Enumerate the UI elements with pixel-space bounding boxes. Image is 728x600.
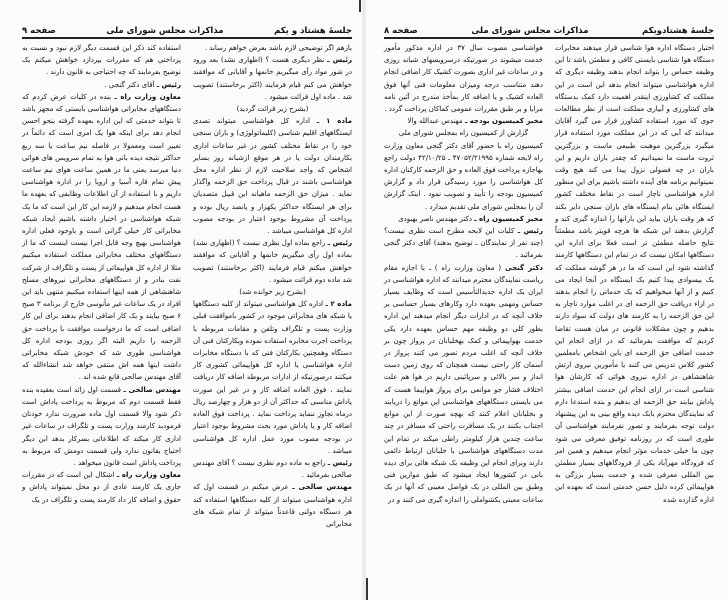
speaker-paragraph [22, 79, 181, 91]
text-column-right [555, 42, 714, 506]
text-columns [22, 42, 352, 530]
speaker-paragraph [22, 384, 181, 469]
speaker-name: رئیس ـ [327, 239, 352, 248]
page-9 [0, 0, 362, 600]
paragraph-text: (بشرح زیر قرائت گردید) [236, 105, 309, 114]
speaker-paragraph [193, 481, 352, 530]
page-number: صفحه ۹ [22, 26, 56, 36]
page-header [22, 22, 352, 36]
speaker-name: رئیس ـ [156, 80, 181, 89]
speaker-name: رئیس ـ [327, 56, 352, 65]
speaker-paragraph [384, 225, 543, 262]
header-divider [22, 37, 352, 39]
speaker-paragraph [384, 213, 543, 225]
paragraph-text: اشکال این است که در مقررات جاری یک کارمند عادی از دو محل نمیتواند پاداش و حقوق و اضافه کار داد کارمند پست و تلگراف در یک [22, 471, 181, 504]
paragraph-text: (بشرح زیر خوانده شد) [239, 288, 306, 297]
paragraph-text: بنده در کلیات عرض کردم که دستگاههای مخابراتی هواشناسی بایستی که مجهز باشد تا بتواند خدمتی که این اداره بعهده گرفته بنحو احسن انجام دهد برای اینکه هوا یک امری است که دائماً در تغییر است ومعمولا در فاصله نیم ساعت یا سه ربع حداکثر نتیجه دیده بانی هوا به تمام سرویس های هوائی دنیا میرسد یعنی ما در همین ساعت هوای نیم ساعت پیش تمام قاره آسیا و اروپا را در اداره هواشناسی داریم و با استفاده از آن اطلاعات وظایفی که بعهده ما هست انجام میدهیم و لازمه این کار این است که ما یک شبکه هواشناسی در اختیار داشته باشیم ایجاد شبکه مخابراتی کار خیلی گرانی است و باوجود فعلی اداره هواشناسی بهیچ وجه قابل اجرا نیست اینست که ما از دستگاههای مختلف مخابراتی مملکت استفاده میکنیم مثلا از اداره کل هواپیمائی از پست و تلگراف از شرکت نفت بنادر و از دستگاههای مخابراتی نیروهای مسلح شاهنشاهی از همه اینها استفاده میکنیم منتهی باید این افراد در یک ساعات غیر مأنوسی خارج از برنامه ۳ صبح ۶ صبح بیایند و یک کار اضافی انجام بدهند برای این کار اضافی است که ما درخواست موافقت با پرداخت حق الزحمه را داریم البته اگر روزی بودجه اداره کل هواشناسی طوری شد که خودش شبکه مخابراتی داشت اینها همه اش منتفی خواهد شد انشاءالله که آقای مهندس صالحی قانع شده اند . [22, 92, 181, 382]
speaker-paragraph [22, 469, 181, 506]
text-column-left [22, 42, 181, 530]
body-paragraph [384, 140, 543, 213]
paragraph-text: هواشناسی مصوب سال ۳۷ در اداره مذکور مأمور خدمت میشوند در صورتیکه درسرویسهای شبانه روزی و در ساعات غیر اداری بصورت کشیک کار اضافی انجام دهند متناسب درجه ومیزان معلومات فنی آنها فوق العاده کشیک و یا اضافه کار بمأخذ مندرج در آئین نامه مزایا و بر طبق مقررات عمومی کماکان پرداخت گردد . [384, 44, 543, 114]
speaker-name: ماده ۲ ـ [325, 300, 352, 309]
speaker-paragraph [22, 91, 181, 384]
paragraph-text: آقای دکتر گنجی . [104, 80, 155, 89]
paragraph-text: بازهم اگر توضیحی لازم باشد بعرض خواهم رساند . [204, 44, 352, 52]
speaker-paragraph [193, 237, 352, 286]
text-column-left [384, 42, 543, 506]
paragraph-text: نظر دیگری هست ؟ (اظهاری نشد) بعد ورود در شور مواد رأی میگیریم خانمها و آقایانی که موافقند خواهش می کنم قیام فرمایند (اکثر برخاستند) تصویب شد . ماده اول قرائت میشود . [193, 56, 352, 101]
paragraph-text: کلیات این لایحه مطرح است نظری نیست؟ (چند نفر از نمایندگان ـ توضیح بدهند) آقای دکتر گنجی بفرمائید . [384, 227, 543, 260]
page-number: صفحه ۸ [384, 26, 418, 36]
body-paragraph [22, 42, 181, 79]
stage-direction [384, 127, 543, 139]
publication-title: مذاکرات مجلس شورای ملی [471, 26, 589, 36]
paragraph-text: اختیار دستگاه اداره هوا شناسی قرار میدهند مخابرات دستگاه هوا شناسی بایستی کافی و مطمئن باشد تا این وظیفه حساس را بتواند انجام بدهند وظیفه دیگری که اداره هواشناسی میتواند انجام بدهد این است در این مملکت که کشاورزی اینقدر اهمیت دارد کمک بدستگاه های کشاورزی و آبیاری مملکت است از نظر مطالعات جوی که مورد استفاده کشاورز قرار می گیرد آقایان میدانند که آبی که در این مملکت مورد استفاده قرار میگیرد بزرگترین موهبت طبیعی ماست و بزرگترین ثروت ماست ما نمیدانیم که چقدر باران داریم و این باران در چه فصولی نزول پیدا می کند هیچ وقت نمیتوانیم برنامه های آینده داشته باشیم برای این منظور اداره هواشناسی ناچار است در نقاط مختلف کشور ایستگاه هائی بنام ایستگاه های باران سنجی دایر بکند که هر وقت باران بیاید این بارانها را اندازه گیری کند و گزارش بدهند این شبکه ها هرچه قویتر باشد مطمئناً نتایج حاصله مطمئن تر است فعلا برای اداره این دستگاهها امکان نیست که در تمام این دستگاهها کارمند گذاشته شود این است که ما در هر گوشه مملکت که یک بیسوادی پیدا کنیم یک ایستگاه در آنجا ایجاد می کنیم و از آنها میخواهیم که یک خدماتی را انجام بدهند در ازاء دریافت حق الزحمه ای در اغلب موارد ناچار به این حق الزحمه را به کارمند های دولت که سواد دارند بدهیم و چون مشکلات قانونی در میان هست تقاضا کردیم که موافقت بفرمائید که در ازای انجام این خدمت اضافی حق الزحمه ای باین اشخاص بامعلمین کشور کلاس تدریس می کنند یا مأمورین نیروی ارتش شاهنشاهی در اداره نیروی هوائی که کارشان هوا شناسی است در ازای انجام این خدمت اضافی بیشتر پاداش بیابند حق الزحمه ای بدهیم و بنده استدعا دارم که نمایندگان محترم بابک دیده واقع بینی به این پیشنهاد دولت توجه بفرمایند و تصور نفرمایند هواشناسی آن طوری است که در روزنامه توفیق معرفی می شود چون ما خیلی خدمات مؤثر انجام میدهیم و همین امر که فرودگاه مهرآباد یکی از فرودگاههای بسیار مطمئن بین المللی معرفی شده و خدمت بسیار بزرگی به هواپیمائی کرده دلیل حسن خدمتی است که بعهده این اداره گذارده شده [555, 44, 714, 504]
paragraph-text: کمیسیون راه با حضور آقای دکتر گنجی معاون وزارت راه لایحه شماره ۴۷۰۵۲/۲۱۹۹۵ ـ ۴۲/۱۰/۲۵ دولت راجع بهاجازه پرداخت فوق العاده و حق الزحمه کارکنان اداره کل هواشناسی را مورد رسیدگی قرار داد و گزارش کمیسیون بودجه را تأیید و تصویب نمود . اینک گزارش آن را بمجلس شورای ملی تقدیم میدارد . [384, 141, 543, 211]
speaker-name: مهندس صالحی ـ [292, 483, 352, 492]
paragraph-text: گزارش از کمیسیون راه بمجلس شورای ملی [398, 129, 529, 138]
speaker-paragraph [384, 115, 543, 127]
body-paragraph [193, 42, 352, 54]
header-divider [384, 37, 714, 39]
speaker-name: مهندس صالحی ـ [123, 385, 181, 394]
speaker-name: دکتر گنجی [504, 263, 543, 272]
paragraph-text: اداره کل هواشناسی میتواند تصدی ایستگاههای اقلیم شناسی (کلیماتولوژی) و باران سنجی خود را در نقاط مختلف کشور در غیر ساعات اداری بکارمندان دولت یا در هر موقع ازشبانه روز بسایر اشخاص که واجد صلاحیت لازم از نظر اداره محل هواشناسی باشند در قبال پرداخت حق الزحمه واگذار نماید . میزان حق الزحمه ماهیانه این قبیل متصدیان برای هر ایستگاه حداکثر یکهزار و پانصد ریال بوده و پرداخت آن مشروط بوجود اعتبار در بودجه مصوب اداره کل هواشناسی میباشد . [193, 117, 352, 236]
paragraph-text: دکتر مهندس ناصر بهبودی [398, 214, 472, 223]
speaker-name: ماده ۱ ـ [316, 117, 352, 126]
session-title: جلسهٔ هشتادویکم [641, 26, 714, 36]
speaker-name: معاون وزارت راه ـ [114, 92, 181, 101]
speaker-name: رئیس ـ [517, 227, 543, 236]
body-paragraph [555, 42, 714, 506]
speaker-paragraph [193, 115, 352, 237]
paragraph-text: عرض میکنم در قسمت اول که اداره هواشناسی میتواند از کلیه دستگاهها استفاده کند هر دستگاه دولتی قاعدتاً میتواند از تمام شبکه های مخابراتی [193, 483, 352, 528]
text-column-right [193, 42, 352, 530]
session-title: جلسهٔ هشتاد و یکم [274, 26, 352, 36]
paragraph-text: راجع به ماده دوم نظری نیست ؟ آقای مهندس صالحی بفرمائید . [193, 458, 352, 480]
speaker-name: مخبر کمیسیون بودجه ـ [464, 117, 543, 126]
paragraph-text: استفاده کند ذکر این قسمت دیگر لازم نبود و نسبت به پرداختی هم که مقررات بپردازد خواهش میکنم یک توضیح بفرمایند که چه احتیاجی به قانون دارند . [22, 44, 181, 77]
scan-artifact-mark [366, 578, 368, 600]
speaker-name: مخبر کمیسیون راه ـ [474, 214, 543, 223]
speaker-paragraph [193, 54, 352, 103]
speaker-name: رئیس ـ [327, 458, 352, 467]
scan-artifact-mark [359, 0, 361, 12]
body-paragraph [384, 42, 543, 115]
speaker-name: معاون وزارت راه ـ [116, 471, 181, 480]
paragraph-text: قسمت اول زائد است بعقیده بنده فقط قسمت دوم که مربوط به پرداخت پاداش است ذکر شود والا قسمت اول ماده ضرورت ندارد خودتان فرمودید کارمند وزارت پست و تلگراف در ساعات غیر اداری کار میکند که اطلاعاتی بسرکار بدهد این دیگر احتیاج بقانون ندارد ولی قسمت دومش که مربوط به پرداخت پاداش است قانون میخواهد . [22, 385, 181, 467]
paragraph-text: ( معاون وزارت راه ) ـ با اجازه مقام ریاست نمایندگان محترم میدانند که اداره هواشناسی در ایران یک اداره جدیدالتأسیس است که وظایف بسیار حساس ومهمی بعهده دارد وکارهای بسیار حساسی بر خلاف آنچه که در ادارات دیگر انجام میدهند این اداره بطور کلی دو وظیفه مهم حساس بعهده دارد یکی خدمت بهواپیمائی و کمک بهخلبانان در پرواز چون بر خلاف آنچه که اغلب مردم تصور می کنند پرواز در آسمان کار راحتی نیست همچنان که روی زمین دست انداز و سر بالائی و سرپائینی داریم در هوا هم علت اختلاف فشار جو موانعی برای پرواز هواپیما هست که می بایستی دستگاههای هواشناسی این موانع را دریابند و بخلبانان اعلام کنند که بهچه صورت از این موانع اجتناب بکنند در یک مسافرت راحتی که مسافر در چند ساعت چندین هزار کیلومتر راطی میکند در تمام این مدت دستگاههای هواشناسی با خلبانان ارتباط دائمی دارند وبرای انجام این وظیفه یک شبکه هائی برای دیده بانی در کشورها ایجاد میشود که طبق موازین فنی وطبق بین المللی در یک فواصل معینی که آنها در یک ساعات معینی یکشواملی را اندازه گیری می کنند و در [384, 263, 543, 504]
speaker-paragraph [193, 298, 352, 457]
page-header [384, 22, 714, 36]
page-8 [366, 0, 728, 600]
text-columns [384, 42, 714, 506]
speaker-paragraph [384, 262, 543, 506]
publication-title: مذاکرات مجلس شورای ملی [106, 26, 224, 36]
stage-direction [193, 286, 352, 298]
paragraph-text: مهندس عبدالله والا [407, 117, 463, 126]
paragraph-text: اداره کل هواشناسی میتواند از کلیه دستگاهها یا شبکه های مخابراتی موجود در کشور باموافقت قبلی وزارت پست و تلگراف وتلفن و مقامات مربوطه با پرداخت اجرت مخابره استفاده نموده وبکارکنان فنی آن دستگاه وهمچنین بکارکنان فنی که با دستگاه مخابرات اداره هواشناسی یا اداره کل هواپیمائی کشوری کار میکنند درصورتیکه از ادارات مربوطه اضافه کار دریافت نمایند ، فوق العاده اضافه کار و در غیر این صورت پاداش مناسبی که حداکثر آن از دو هزار و چهارصد ریال درماه تجاوز ننماید پرداخت نماید . پرداخت فوق العاده اضافه کار و یا پاداش مورد بحث مشروط بوجود اعتبار در بودجه مصوب مورد عمل اداره کل هواشناسی میباشد . [193, 300, 352, 455]
stage-direction [193, 103, 352, 115]
paragraph-text: راجع بماده اول نظری نیست ؟ (اظهاری نشد) بماده اول رأی میگیریم خانمها و آقایانی که موافقند خواهش میکنم قیام فرمایند (اکثر برخاستند) تصویب شد ماده دوم قرائت میشود . [193, 239, 352, 284]
speaker-paragraph [193, 457, 352, 481]
